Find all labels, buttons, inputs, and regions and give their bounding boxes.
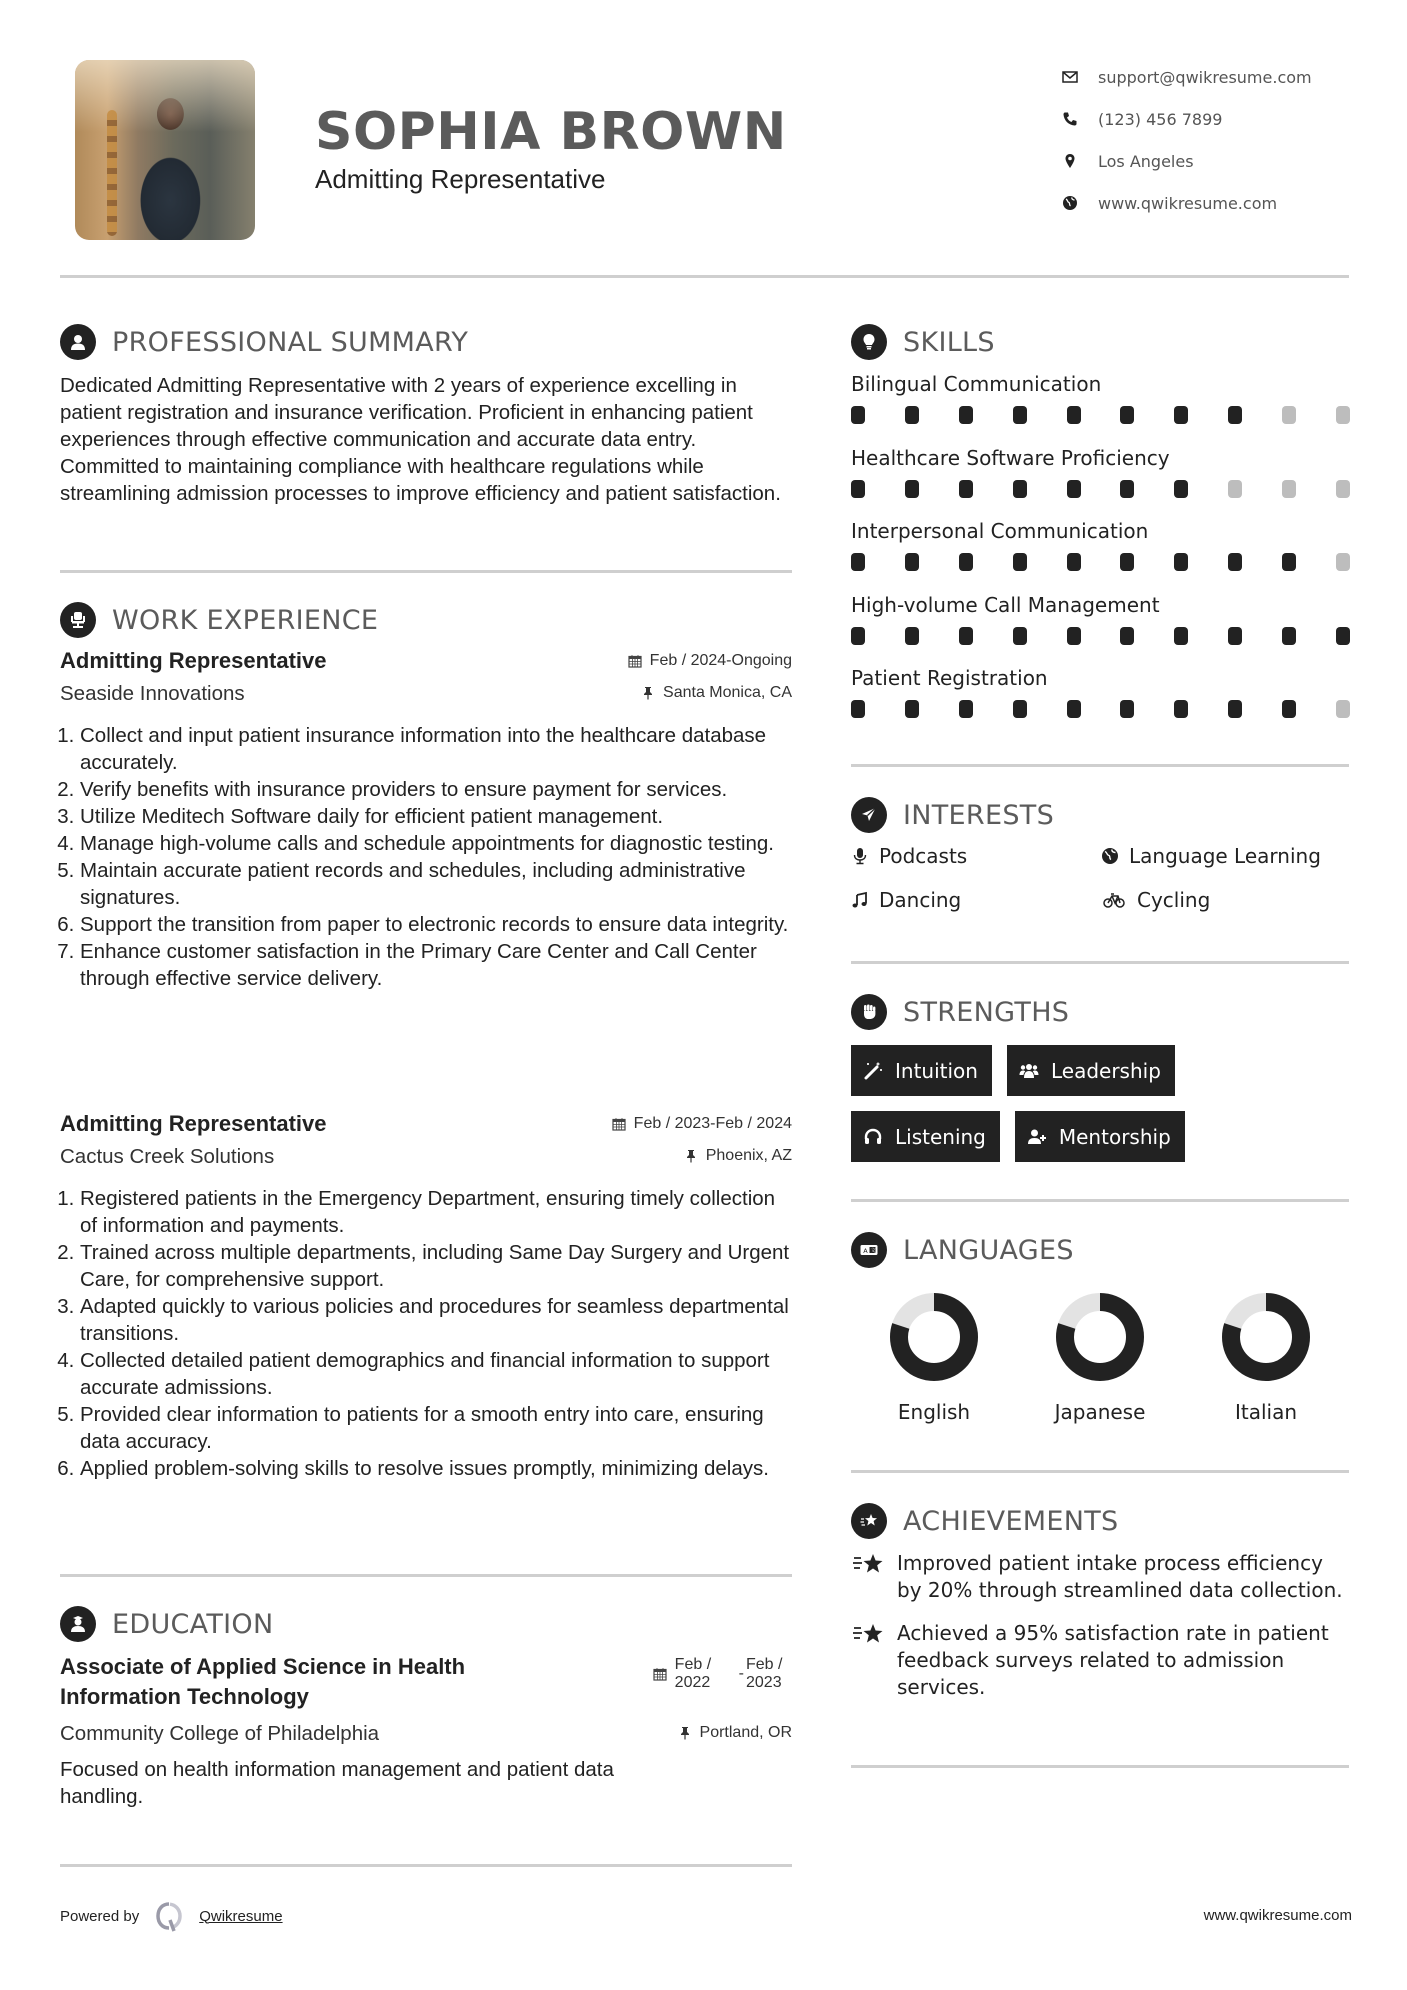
rating-dot xyxy=(1282,700,1296,718)
rating-dot xyxy=(851,700,865,718)
rating-dot xyxy=(1336,700,1350,718)
rating-dot xyxy=(1174,627,1188,645)
education-divider xyxy=(60,1864,792,1867)
skills-list xyxy=(851,372,1351,740)
interest-language-learning: Language Learning xyxy=(1101,843,1351,869)
list-item: 3. Utilize Meditech Software daily for efficient patient management. xyxy=(80,803,792,830)
list-item: 1. Collect and input patient insurance information into the healthcare database accurately. xyxy=(80,722,792,776)
language-proficiency-donut xyxy=(889,1292,979,1382)
education-description: Focused on health information management and patient data handling. xyxy=(60,1758,614,1808)
skill-rating xyxy=(851,553,1350,571)
contact-phone-text: (123) 456 7899 xyxy=(1098,109,1223,129)
rating-dot xyxy=(851,406,865,424)
footer-url[interactable]: www.qwikresume.com xyxy=(1203,1907,1352,1924)
job-location: Phoenix, AZ xyxy=(684,1147,792,1165)
rating-dot xyxy=(1067,406,1081,424)
skill-item: Patient Registration xyxy=(851,666,1351,740)
list-item: 6. Support the transition from paper to electronic records to ensure data integrity. xyxy=(80,911,792,938)
rating-dot xyxy=(1336,480,1350,498)
languages-heading: A 文 LANGUAGES xyxy=(851,1232,1074,1268)
rating-dot xyxy=(851,553,865,571)
shooting-star-icon xyxy=(851,1552,885,1576)
strengths-heading: STRENGTHS xyxy=(851,994,1069,1030)
rating-dot xyxy=(1013,553,1027,571)
rating-dot xyxy=(1282,480,1296,498)
rating-dot xyxy=(905,553,919,571)
rating-dot xyxy=(851,480,865,498)
rating-dot xyxy=(1013,627,1027,645)
rating-dot xyxy=(1067,627,1081,645)
interests-heading: INTERESTS xyxy=(851,797,1054,833)
envelope-icon xyxy=(1062,69,1098,85)
strength-leadership: Leadership xyxy=(1007,1045,1175,1096)
interests-list xyxy=(851,843,1371,913)
headphones-icon xyxy=(863,1127,883,1147)
job-responsibilities xyxy=(60,1185,792,1482)
rating-dot xyxy=(1174,480,1188,498)
rating-dot xyxy=(959,406,973,424)
job-entry xyxy=(60,1111,792,1482)
pushpin-icon xyxy=(641,686,655,700)
interest-podcasts: Podcasts xyxy=(851,843,1101,869)
achievement-item: Improved patient intake process efficiency by 20% through streamlined data collection. xyxy=(851,1550,1351,1604)
shooting-star-icon xyxy=(851,1503,887,1539)
list-item: 2. Verify benefits with insurance providers to ensure payment for services. xyxy=(80,776,792,803)
strength-listening: Listening xyxy=(851,1111,1000,1162)
music-note-icon xyxy=(851,891,869,909)
interests-divider xyxy=(851,961,1349,964)
contact-list xyxy=(1062,56,1312,224)
education-location: Portland, OR xyxy=(678,1724,792,1742)
language-proficiency-donut xyxy=(1221,1292,1311,1382)
rating-dot xyxy=(1120,700,1134,718)
rating-dot xyxy=(1013,700,1027,718)
qwikresume-logo-icon xyxy=(153,1900,185,1932)
achievements-heading: ACHIEVEMENTS xyxy=(851,1503,1119,1539)
summary-heading: PROFESSIONAL SUMMARY xyxy=(60,324,468,360)
summary-divider xyxy=(60,570,792,573)
skill-rating xyxy=(851,406,1350,424)
job-role: Admitting Representative xyxy=(60,1111,327,1136)
skill-item: Interpersonal Communication xyxy=(851,519,1351,593)
rating-dot xyxy=(1228,700,1242,718)
list-item: 5. Maintain accurate patient records and schedules, including administrative signatures. xyxy=(80,857,792,911)
list-item: 4. Collected detailed patient demographics and financial information to support accurate admissions. xyxy=(80,1347,792,1401)
degree: Associate of Applied Science in Health Information Technology xyxy=(60,1654,466,1709)
map-pin-icon xyxy=(1062,153,1098,169)
candidate-name: SOPHIA BROWN xyxy=(315,102,787,162)
strengths-divider xyxy=(851,1199,1349,1202)
pushpin-icon xyxy=(678,1726,692,1740)
rating-dot xyxy=(1228,480,1242,498)
rating-dot xyxy=(959,627,973,645)
rating-dot xyxy=(905,627,919,645)
paper-plane-icon xyxy=(851,797,887,833)
rating-dot xyxy=(1013,480,1027,498)
job-dates: Feb / 2023-Feb / 2024 xyxy=(612,1115,792,1133)
contact-email[interactable] xyxy=(1062,56,1312,98)
list-item: 3. Adapted quickly to various policies and procedures for seamless departmental transitions. xyxy=(80,1293,792,1347)
shooting-star-icon xyxy=(851,1622,885,1646)
education-heading: EDUCATION xyxy=(60,1606,273,1642)
candidate-title: Admitting Representative xyxy=(315,164,606,194)
list-item: 4. Manage high-volume calls and schedule appointments for diagnostic testing. xyxy=(80,830,792,857)
list-item: 6. Applied problem-solving skills to resolve issues promptly, minimizing delays. xyxy=(80,1455,792,1482)
achievement-item: Achieved a 95% satisfaction rate in patient feedback surveys related to admission services. xyxy=(851,1620,1351,1701)
rating-dot xyxy=(1282,406,1296,424)
interest-dancing: Dancing xyxy=(851,887,1101,913)
rating-dot xyxy=(1120,627,1134,645)
rating-dot xyxy=(1013,406,1027,424)
rating-dot xyxy=(1228,406,1242,424)
skill-item: High-volume Call Management xyxy=(851,593,1351,667)
skills-heading: SKILLS xyxy=(851,324,995,360)
qwikresume-link[interactable]: Qwikresume xyxy=(199,1907,283,1925)
education-end: Feb / 2023 xyxy=(746,1656,783,1691)
skill-item: Healthcare Software Proficiency xyxy=(851,446,1351,520)
rating-dot xyxy=(905,480,919,498)
job-company: Cactus Creek Solutions xyxy=(60,1145,275,1168)
strength-intuition: Intuition xyxy=(851,1045,992,1096)
job-location: Santa Monica, CA xyxy=(641,684,792,702)
languages-list xyxy=(851,1292,1349,1424)
globe-icon xyxy=(1062,195,1098,211)
list-item: 7. Enhance customer satisfaction in the Primary Care Center and Call Center through effective service delivery. xyxy=(80,938,792,992)
rating-dot xyxy=(1336,406,1350,424)
magic-wand-icon xyxy=(863,1061,883,1081)
education-start: Feb / 2022 xyxy=(674,1656,712,1691)
contact-location-text: Los Angeles xyxy=(1098,151,1194,171)
rating-dot xyxy=(1120,480,1134,498)
rating-dot xyxy=(1067,700,1081,718)
experience-divider xyxy=(60,1574,792,1577)
job-responsibilities xyxy=(60,722,792,992)
job-entry xyxy=(60,648,792,992)
rating-dot xyxy=(1120,406,1134,424)
job-company: Seaside Innovations xyxy=(60,682,245,705)
bicycle-icon xyxy=(1101,891,1127,909)
rating-dot xyxy=(1067,480,1081,498)
rating-dot xyxy=(1174,553,1188,571)
skills-divider xyxy=(851,764,1349,767)
list-item: 2. Trained across multiple departments, including Same Day Surgery and Urgent Care, for comprehensive support. xyxy=(80,1239,792,1293)
rating-dot xyxy=(905,406,919,424)
language-item: Japanese xyxy=(1017,1292,1183,1424)
rating-dot xyxy=(1067,553,1081,571)
rating-dot xyxy=(851,627,865,645)
skill-rating xyxy=(851,480,1350,498)
school-name: Community College of Philadelphia xyxy=(60,1722,380,1745)
office-chair-icon xyxy=(60,602,96,638)
education-entry xyxy=(60,1652,792,1810)
globe-icon xyxy=(1101,847,1119,865)
interest-cycling: Cycling xyxy=(1101,887,1351,913)
rating-dot xyxy=(1174,406,1188,424)
raised-fist-icon xyxy=(851,994,887,1030)
pushpin-icon xyxy=(684,1149,698,1163)
strength-mentorship: Mentorship xyxy=(1015,1111,1185,1162)
language-proficiency-donut xyxy=(1055,1292,1145,1382)
lightbulb-icon xyxy=(851,324,887,360)
summary-text: Dedicated Admitting Representative with 2 years of experience excelling in patient registration and insurance verification. Proficient in enhancing patient experiences through effective communication and accurate data entry. Committed to maintaining compliance with healthcare regulations while streamlining admission processes to improve efficiency and patient satisfaction. xyxy=(60,374,781,505)
profile-photo xyxy=(75,60,255,240)
contact-phone[interactable] xyxy=(1062,98,1312,140)
language-item: Italian xyxy=(1183,1292,1349,1424)
svg-text:A: A xyxy=(863,1247,868,1255)
education-dates xyxy=(653,1656,792,1692)
rating-dot xyxy=(959,480,973,498)
footer-powered-by: Powered by Qwikresume xyxy=(60,1900,283,1932)
microphone-icon xyxy=(851,847,869,865)
user-icon xyxy=(60,324,96,360)
rating-dot xyxy=(1282,627,1296,645)
contact-email-text: support@qwikresume.com xyxy=(1098,67,1312,87)
rating-dot xyxy=(1174,700,1188,718)
achievements-divider xyxy=(851,1765,1349,1768)
skill-item: Bilingual Communication xyxy=(851,372,1351,446)
job-role: Admitting Representative xyxy=(60,648,327,673)
rating-dot xyxy=(1336,553,1350,571)
contact-website-text: www.qwikresume.com xyxy=(1098,193,1278,213)
language-item: English xyxy=(851,1292,1017,1424)
translate-icon xyxy=(851,1232,887,1268)
achievements-list xyxy=(851,1550,1351,1717)
calendar-icon xyxy=(653,1667,667,1681)
graduate-icon xyxy=(60,1606,96,1642)
phone-icon xyxy=(1062,111,1098,127)
rating-dot xyxy=(1336,627,1350,645)
users-icon xyxy=(1019,1061,1039,1081)
list-item: 1. Registered patients in the Emergency Department, ensuring timely collection of information and payments. xyxy=(80,1185,792,1239)
rating-dot xyxy=(1228,627,1242,645)
rating-dot xyxy=(1120,553,1134,571)
education-dash: - xyxy=(738,1665,744,1682)
rating-dot xyxy=(959,700,973,718)
calendar-icon xyxy=(628,654,642,668)
rating-dot xyxy=(1228,553,1242,571)
job-dates: Feb / 2024-Ongoing xyxy=(628,652,792,670)
rating-dot xyxy=(1282,553,1296,571)
rating-dot xyxy=(905,700,919,718)
languages-divider xyxy=(851,1470,1349,1473)
strengths-list xyxy=(851,1045,1371,1177)
calendar-icon xyxy=(612,1117,626,1131)
header-divider xyxy=(60,275,1349,278)
contact-website[interactable] xyxy=(1062,182,1312,224)
svg-text:文: 文 xyxy=(870,1248,876,1255)
skill-rating xyxy=(851,627,1350,645)
list-item: 5. Provided clear information to patients for a smooth entry into care, ensuring data accuracy. xyxy=(80,1401,792,1455)
experience-heading: WORK EXPERIENCE xyxy=(60,602,378,638)
skill-rating xyxy=(851,700,1350,718)
contact-location xyxy=(1062,140,1312,182)
user-plus-icon xyxy=(1027,1127,1047,1147)
rating-dot xyxy=(959,553,973,571)
